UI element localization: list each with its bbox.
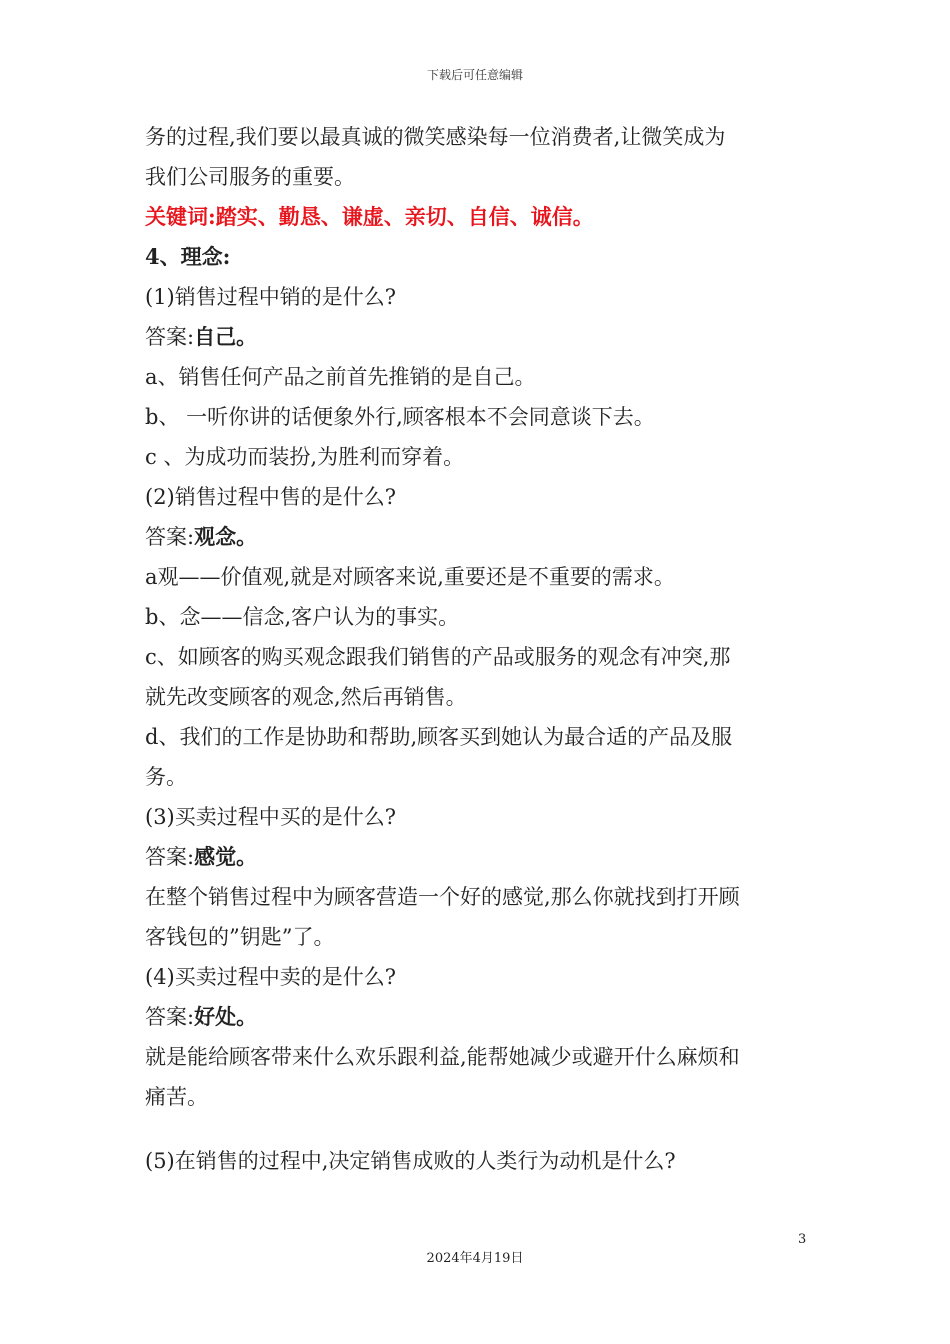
question-line: (4)买卖过程中卖的是什么? — [145, 965, 397, 989]
answer-prefix: 答案: — [145, 845, 195, 869]
paragraph-line: a、销售任何产品之前首先推销的是自己。 — [145, 365, 536, 389]
paragraph-line: 痛苦。 — [145, 1085, 208, 1109]
paragraph-line: d、我们的工作是协助和帮助,顾客买到她认为最合适的产品及服 — [145, 725, 733, 749]
paragraph-line: b、念——信念,客户认为的事实。 — [145, 605, 460, 629]
paragraph-line: 务。 — [145, 765, 187, 789]
footer-date: 2024年4月19日 — [426, 1251, 524, 1266]
paragraph-line: 就是能给顾客带来什么欢乐跟利益,能帮她减少或避开什么麻烦和 — [145, 1045, 740, 1069]
answer-line — [145, 517, 810, 557]
paragraph-line: c、如顾客的购买观念跟我们销售的产品或服务的观念有冲突,那 — [145, 645, 731, 669]
paragraph-line: b、 一听你讲的话便象外行,顾客根本不会同意谈下去。 — [145, 405, 655, 429]
page-header: 下载后可任意编辑 — [426, 68, 523, 82]
keywords-line: 关键词:踏实、勤恳、谦虚、亲切、自信、诚信。 — [145, 204, 594, 229]
paragraph-spacer — [145, 1117, 810, 1141]
paragraph-line: 在整个销售过程中为顾客营造一个好的感觉,那么你就找到打开顾 — [145, 885, 740, 909]
answer-line — [145, 837, 810, 877]
paragraph-line: 我们公司服务的重要。 — [145, 165, 355, 189]
answer-prefix: 答案: — [145, 325, 195, 349]
paragraph-line: 务的过程,我们要以最真诚的微笑感染每一位消费者,让微笑成为 — [145, 125, 726, 149]
section-heading: 4、理念: — [145, 244, 231, 269]
answer-line — [145, 997, 810, 1037]
answer-prefix: 答案: — [145, 1005, 195, 1029]
question-line: (2)销售过程中售的是什么? — [145, 485, 397, 509]
answer-text: 自己。 — [194, 324, 258, 349]
paragraph-line: 客钱包的”钥匙”了。 — [145, 925, 335, 949]
page-number: 3 — [798, 1232, 807, 1247]
paragraph-line: 就先改变顾客的观念,然后再销售。 — [145, 685, 467, 709]
answer-text: 观念。 — [194, 524, 258, 549]
question-line: (1)销售过程中销的是什么? — [145, 285, 397, 309]
answer-prefix: 答案: — [145, 525, 195, 549]
question-line: (3)买卖过程中买的是什么? — [145, 805, 397, 829]
paragraph-line: c 、为成功而装扮,为胜利而穿着。 — [145, 445, 465, 469]
document-body — [145, 117, 810, 1181]
answer-text: 好处。 — [194, 1004, 258, 1029]
answer-line — [145, 317, 810, 357]
answer-text: 感觉。 — [194, 844, 258, 869]
question-line: (5)在销售的过程中,决定销售成败的人类行为动机是什么? — [145, 1149, 676, 1173]
paragraph-line: a观——价值观,就是对顾客来说,重要还是不重要的需求。 — [145, 565, 675, 589]
